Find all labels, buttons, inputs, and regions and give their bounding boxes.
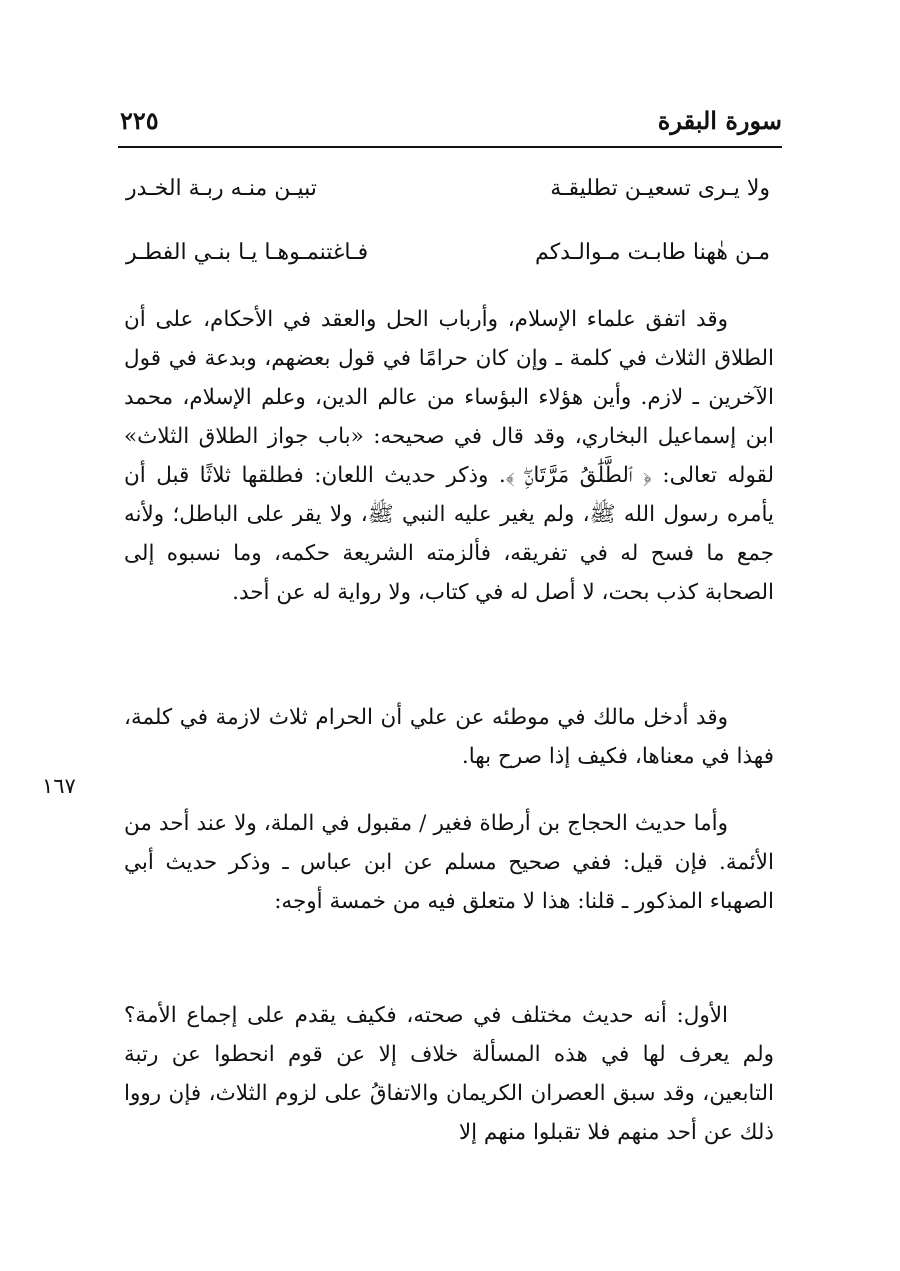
verse-second-hemistich: تبيـن منـه ربـة الخـدر xyxy=(126,176,317,201)
body-paragraph: الأول: أنه حديث مختلف في صحته، فكيف يقدم على إجماع الأمة؟ ولم يعرف لها في هذه المسألة خلاف إلا عن قوم انحطوا عن رتبة التابعين، وقد سبق العصران الكريمان والاتفاقُ على لزوم الثلاث، فإن رووا ذلك عن أحد منهم فلا تقبلوا منهم إلا xyxy=(124,1003,774,1145)
surah-title: سورة البقرة xyxy=(657,106,782,135)
margin-page-reference: ١٦٧ xyxy=(42,774,76,798)
page-header xyxy=(118,100,782,148)
body-paragraph: وأما حديث الحجاج بن أرطاة فغير / مقبول في الملة، ولا عند أحد من الأئمة. فإن قيل: ففي صحيح مسلم عن ابن عباس ـ وذكر حديث أبي الصهباء المذكور ـ قلنا: هذا لا متعلق فيه من خمسة أوجه: xyxy=(124,811,774,914)
body-paragraph: وقد أدخل مالك في موطئه عن علي أن الحرام ثلاث لازمة في كلمة، فهذا في معناها، فكيف إذا صرح بها. xyxy=(124,705,774,769)
poem-verse xyxy=(126,240,770,280)
verse-first-hemistich: مـن هٰهنا طابـت مـوالـدكم xyxy=(535,240,770,265)
body-paragraph: وقد اتفق علماء الإسلام، وأرباب الحل والعقد في الأحكام، على أن الطلاق الثلاث في كلمة ـ وإن كان حرامًا في قول بعضهم، وبدعة في قول الآخرين ـ لازم. وأين هؤلاء البؤساء من عالم الدين، وعلم الإسلام، محمد ابن إسماعيل البخاري، وقد قال في صحيحه: «باب جواز الطلاق الثلاث» لقوله تعالى: ﴿ ٱلطَّلَٰقُ مَرَّتَانِۖ ﴾. وذكر حديث اللعان: فطلقها ثلاثًا قبل أن يأمره رسول الله ﷺ، ولم يغير عليه النبي ﷺ، ولا يقر على الباطل؛ ولأنه جمع ما فسح له في تفريقه، فألزمته الشريعة حكمه، وما نسبوه إلى الصحابة كذب بحت، لا أصل له في كتاب، ولا رواية له عن أحد. xyxy=(124,307,774,605)
verse-first-hemistich: ولا يـرى تسعيـن تطليقـة xyxy=(550,176,770,201)
page-number: ٢٢٥ xyxy=(120,106,159,135)
poem-verse xyxy=(126,176,770,216)
verse-second-hemistich: فـاغتنمـوهـا يـا بنـي الفطـر xyxy=(126,240,369,265)
